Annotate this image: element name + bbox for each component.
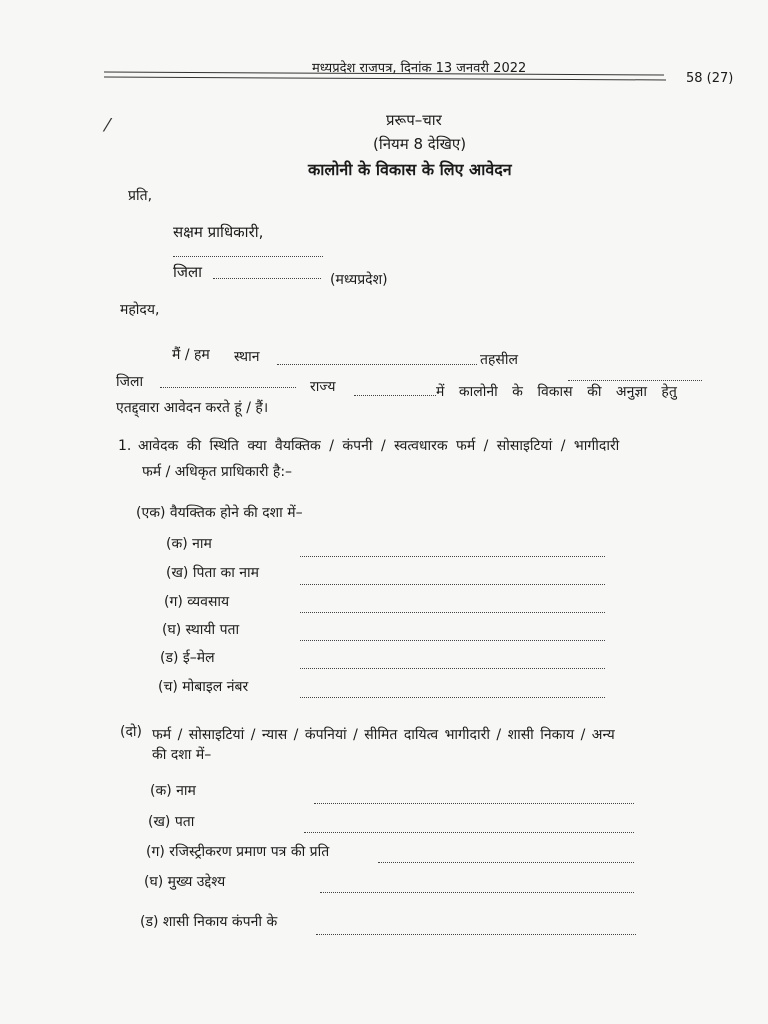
hereby-text: एतद्द्वारा आवेदन करते हूं / हैं। bbox=[116, 400, 269, 416]
section1-heading: (एक) वैयक्तिक होने की दशा में– bbox=[136, 505, 303, 521]
registration-copy-blank[interactable] bbox=[378, 862, 634, 863]
org-address-blank[interactable] bbox=[304, 832, 634, 833]
email-blank[interactable] bbox=[300, 668, 605, 669]
tehsil-label: तहसील bbox=[480, 352, 518, 368]
form-title: प्ररूप–चार bbox=[386, 111, 442, 129]
q1-line1: आवेदक की स्थिति क्या वैयक्तिक / कंपनी / स्वत्वधारक फर्म / सोसाइटियां / भागीदारी bbox=[138, 438, 620, 454]
authority-blank[interactable] bbox=[173, 256, 323, 257]
registration-copy-label: (ग) रजिस्ट्रीकरण प्रमाण पत्र की प्रति bbox=[146, 844, 330, 860]
q1-line2: फर्म / अधिकृत प्राधिकारी है:– bbox=[142, 464, 293, 480]
to-label: प्रति, bbox=[128, 188, 153, 204]
section2-heading-line2: की दशा में– bbox=[152, 747, 212, 763]
father-name-label: (ख) पिता का नाम bbox=[166, 565, 260, 581]
header-rule-bottom bbox=[104, 77, 666, 81]
permanent-address-blank[interactable] bbox=[300, 640, 605, 641]
email-label: (ड) ई–मेल bbox=[160, 650, 215, 666]
org-address-label: (ख) पता bbox=[148, 814, 195, 830]
gazette-header: मध्यप्रदेश राजपत्र, दिनांक 13 जनवरी 2022 bbox=[312, 61, 527, 76]
body-district-label: जिला bbox=[116, 374, 144, 390]
tehsil-blank[interactable] bbox=[568, 380, 702, 381]
governing-body-label: (ड) शासी निकाय कंपनी के bbox=[140, 914, 278, 930]
salutation: महोदय, bbox=[120, 302, 160, 318]
org-name-blank[interactable] bbox=[314, 803, 634, 804]
form-subject: कालोनी के विकास के लिए आवेदन bbox=[308, 160, 512, 179]
q1-number: 1. bbox=[118, 438, 132, 454]
state-label: (मध्यप्रदेश) bbox=[330, 272, 388, 288]
individual-name-label: (क) नाम bbox=[166, 536, 212, 552]
state-label-2: राज्य bbox=[310, 379, 336, 395]
page-number: 58 (27) bbox=[686, 71, 734, 86]
colony-text: में कालोनी के विकास की अनुज्ञा हेतु bbox=[436, 384, 677, 400]
district-label: जिला bbox=[173, 263, 203, 281]
section2-number: (दो) bbox=[120, 724, 142, 740]
permanent-address-label: (घ) स्थायी पता bbox=[162, 622, 240, 638]
occupation-label: (ग) व्यवसाय bbox=[164, 594, 230, 610]
body-state-blank[interactable] bbox=[354, 395, 436, 396]
body-district-blank[interactable] bbox=[160, 387, 296, 388]
margin-mark: ⁄ bbox=[106, 115, 110, 136]
mobile-label: (च) मोबाइल नंबर bbox=[158, 679, 249, 695]
governing-body-blank[interactable] bbox=[316, 934, 636, 935]
i-we-label: मैं / हम bbox=[172, 347, 210, 363]
main-objective-blank[interactable] bbox=[320, 892, 634, 893]
mobile-blank[interactable] bbox=[300, 697, 605, 698]
district-blank[interactable] bbox=[213, 278, 321, 279]
occupation-blank[interactable] bbox=[300, 612, 605, 613]
individual-name-blank[interactable] bbox=[300, 556, 605, 557]
father-name-blank[interactable] bbox=[300, 584, 605, 585]
main-objective-label: (घ) मुख्य उद्देश्य bbox=[144, 874, 226, 890]
place-label: स्थान bbox=[234, 349, 260, 365]
org-name-label: (क) नाम bbox=[150, 783, 196, 799]
place-blank[interactable] bbox=[277, 364, 477, 365]
rule-reference: (नियम 8 देखिए) bbox=[373, 135, 467, 153]
section2-heading-line1: फर्म / सोसाइटियां / न्यास / कंपनियां / सीमित दायित्व भागीदारी / शासी निकाय / अन्य bbox=[152, 727, 615, 743]
authority-label: सक्षम प्राधिकारी, bbox=[173, 223, 264, 241]
